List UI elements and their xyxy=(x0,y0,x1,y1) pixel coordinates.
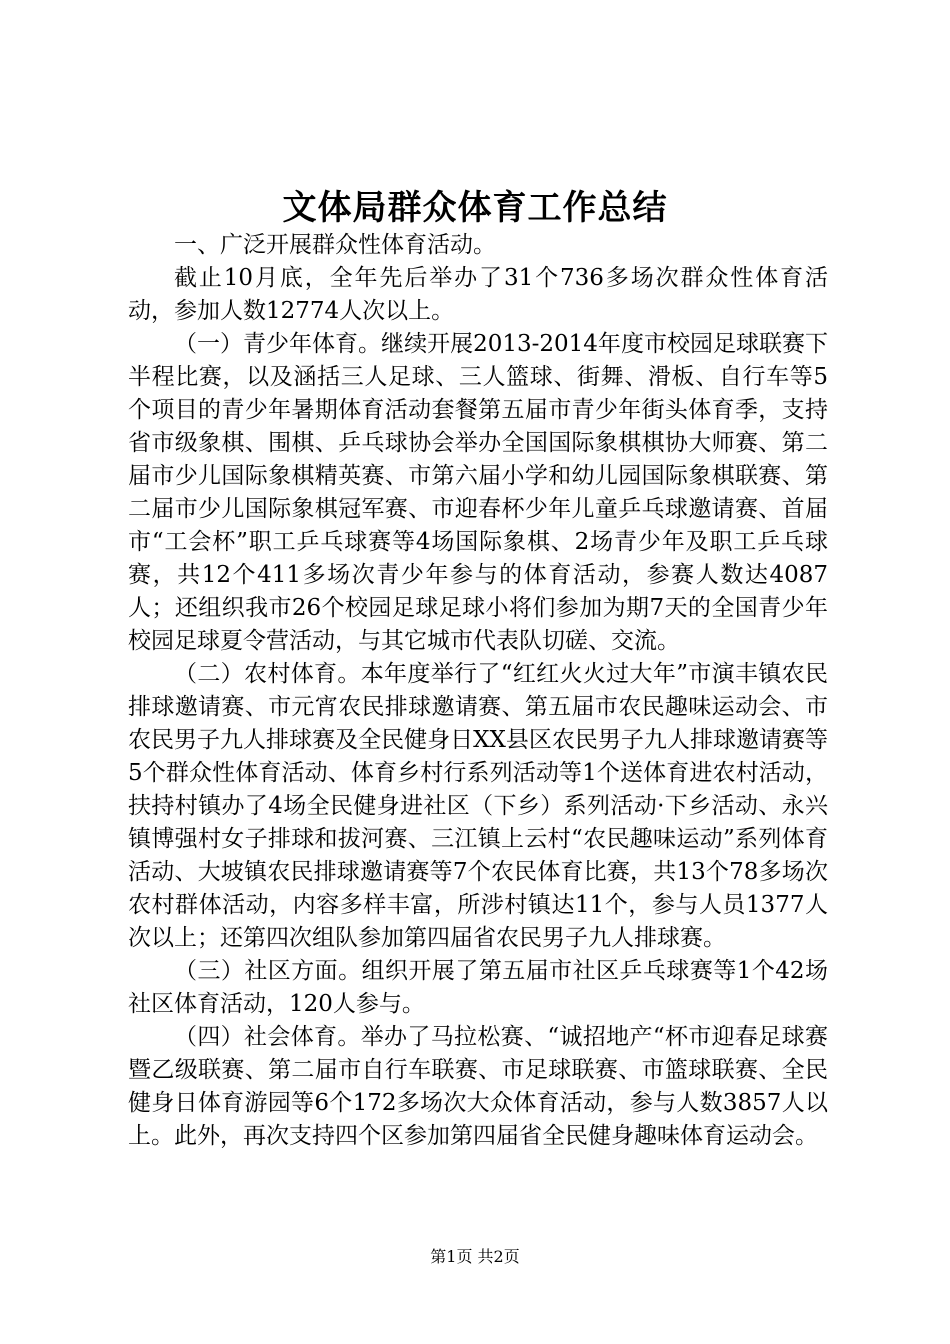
paragraph-summary: 截止10月底，全年先后举办了31个736多场次群众性体育活动，参加人数12774人次以上。 xyxy=(128,265,828,324)
section-heading: 一、广泛开展群众性体育活动。 xyxy=(174,232,496,258)
paragraph-community: （三）社区方面。组织开展了第五届市社区乒乓球赛等1个42场社区体育活动，120人参与。 xyxy=(128,958,828,1017)
document-body xyxy=(128,229,828,1153)
paragraph-social-sports: （四）社会体育。举办了马拉松赛、“诚招地产“杯市迎春足球赛暨乙级联赛、第二届市自行车联赛、市足球联赛、市篮球联赛、全民健身日体育游园等6个172多场次大众体育活动，参与人数3857人以上。此外，再次支持四个区参加第四届省全民健身趣味体育运动会。 xyxy=(128,1024,828,1149)
page-indicator: 第1页 共2页 xyxy=(430,1247,520,1266)
document-title: 文体局群众体育工作总结 xyxy=(282,188,668,228)
paragraph-rural-sports: （二）农村体育。本年度举行了“红红火火过大年”市演丰镇农民排球邀请赛、市元宵农民排球邀请赛、第五届市农民趣味运动会、市农民男子九人排球赛及全民健身日XX县区农民男子九人排球邀请赛等5个群众性体育活动、体育乡村行系列活动等1个送体育进农村活动，扶持村镇办了4场全民健身进社区（下乡）系列活动·下乡活动、永兴镇博强村女子排球和拔河赛、三江镇上云村“农民趣味运动”系列体育活动、大坡镇农民排球邀请赛等7个农民体育比赛，共13个78多场次农村群体活动，内容多样丰富，所涉村镇达11个，参与人员1377人次以上；还第四次组队参加第四届省农民男子九人排球赛。 xyxy=(128,661,828,951)
paragraph-youth-sports: （一）青少年体育。继续开展2013-2014年度市校园足球联赛下半程比赛，以及涵括三人足球、三人篮球、街舞、滑板、自行车等5个项目的青少年暑期体育活动套餐第五届市青少年街头体育季，支持省市级象棋、围棋、乒乓球协会举办全国国际象棋棋协大师赛、第二届市少儿国际象棋精英赛、市第六届小学和幼儿园国际象棋联赛、第二届市少儿国际象棋冠军赛、市迎春杯少年儿童乒乓球邀请赛、首届市“工会杯”职工乒乓球赛等4场国际象棋、2场青少年及职工乒乓球赛，共12个411多场次青少年参与的体育活动，参赛人数达4087人；还组织我市26个校园足球足球小将们参加为期7天的全国青少年校园足球夏令营活动，与其它城市代表队切磋、交流。 xyxy=(128,331,828,654)
